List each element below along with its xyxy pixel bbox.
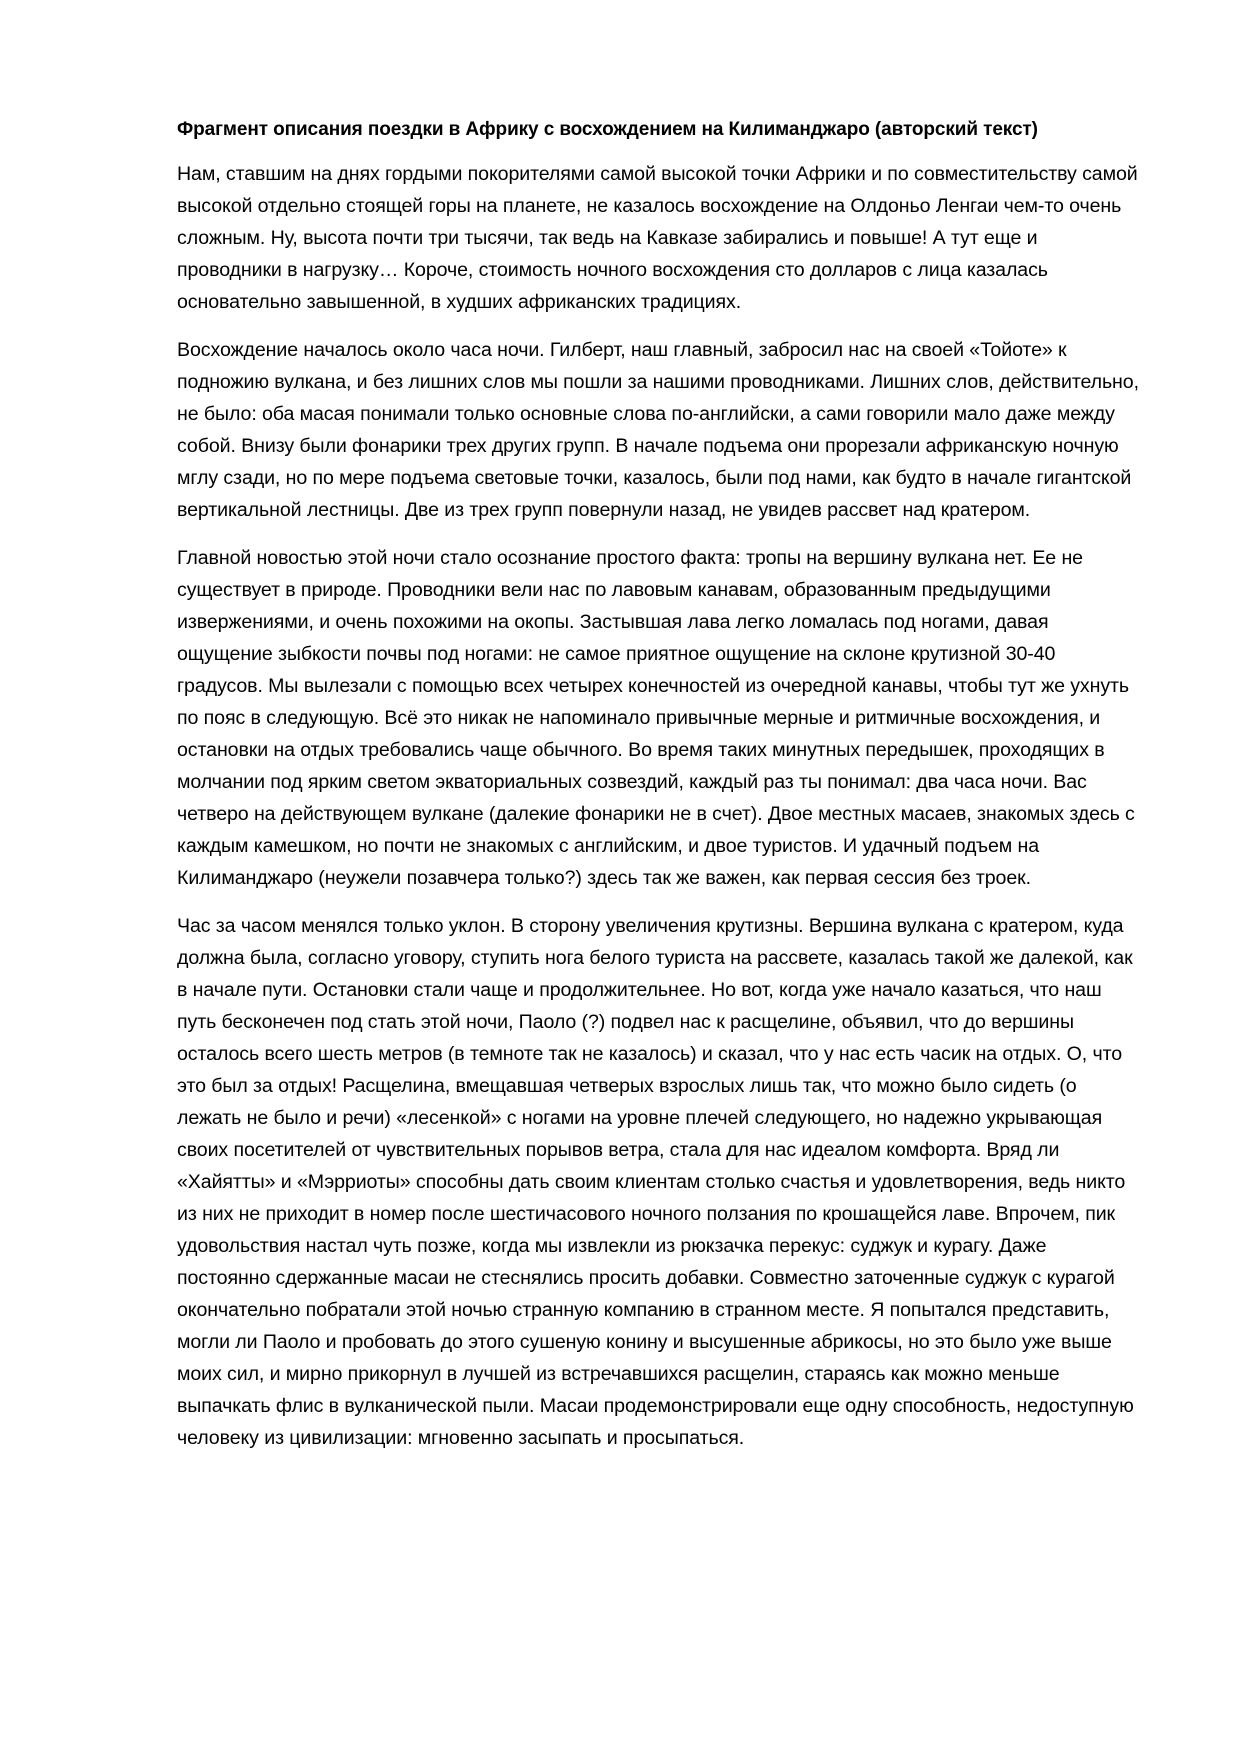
paragraph-2: Восхождение началось около часа ночи. Гилберт, наш главный, забросил нас на своей «Тойоте» к подножию вулкана, и без лишних слов мы пошли за нашими проводниками. Лишних слов, действительно, не было: оба масая понимали только основные слова по-английски, а сами говорили мало даже между собой. Внизу были фонарики трех других групп. В начале подъема они прорезали африканскую ночную мглу сзади, но по мере подъема световые точки, казалось, были под нами, как будто в начале гигантской вертикальной лестницы. Две из трех групп повернули назад, не увидев рассвет над кратером.: [177, 339, 1139, 521]
document-title: Фрагмент описания поездки в Африку с восхождением на Килиманджаро (авторский текст): [177, 119, 1038, 140]
paragraph-1: Нам, ставшим на днях гордыми покорителями самой высокой точки Африки и по совместительству самой высокой отдельно стоящей горы на планете, не казалось восхождение на Олдоньо Ленгаи чем-то очень сложным. Ну, высота почти три тысячи, так ведь на Кавказе забирались и повыше! А тут еще и проводники в нагрузку… Короче, стоимость ночного восхождения сто долларов с лица казалась основательно завышенной, в худших африканских традициях.: [177, 163, 1138, 313]
document-body: [177, 118, 1142, 1470]
paragraph-4: Час за часом менялся только уклон. В сторону увеличения крутизны. Вершина вулкана с кратером, куда должна была, согласно уговору, ступить нога белого туриста на рассвете, казалась такой же далекой, как в начале пути. Остановки стали чаще и продолжительнее. Но вот, когда уже начало казаться, что наш путь бесконечен под стать этой ночи, Паоло (?) подвел нас к расщелине, объявил, что до вершины осталось всего шесть метров (в темноте так не казалось) и сказал, что у нас есть часик на отдых. О, что это был за отдых! Расщелина, вмещавшая четверых взрослых лишь так, что можно было сидеть (о лежать не было и речи) «лесенкой» с ногами на уровне плечей следующего, но надежно укрывающая своих посетителей от чувствительных порывов ветра, стала для нас идеалом комфорта. Вряд ли «Хайятты» и «Мэрриоты» способны дать своим клиентам столько счастья и удовлетворения, ведь никто из них не приходит в номер после шестичасового ночного ползания по крошащейся лаве. Впрочем, пик удовольствия настал чуть позже, когда мы извлекли из рюкзачка перекус: суджук и курагу. Даже постоянно сдержанные масаи не стеснялись просить добавки. Совместно заточенные суджук с курагой окончательно побратали этой ночью странную компанию в странном месте. Я попытался представить, могли ли Паоло и пробовать до этого сушеную конину и высушенные абрикосы, но это было уже выше моих сил, и мирно прикорнул в лучшей из встречавшихся расщелин, стараясь как можно меньше выпачкать флис в вулканической пыли. Масаи продемонстрировали еще одну способность, недоступную человеку из цивилизации: мгновенно засыпать и просыпаться.: [177, 915, 1134, 1449]
paragraph-3: Главной новостью этой ночи стало осознание простого факта: тропы на вершину вулкана нет. Ее не существует в природе. Проводники вели нас по лавовым канавам, образованным предыдущими извержениями, и очень похожими на окопы. Застывшая лава легко ломалась под ногами, давая ощущение зыбкости почвы под ногами: не самое приятное ощущение на склоне крутизной 30-40 градусов. Мы вылезали с помощью всех четырех конечностей из очередной канавы, чтобы тут же ухнуть по пояс в следующую. Всё это никак не напоминало привычные мерные и ритмичные восхождения, и остановки на отдых требовались чаще обычного. Во время таких минутных передышек, проходящих в молчании под ярким светом экваториальных созвездий, каждый раз ты понимал: два часа ночи. Вас четверо на действующем вулкане (далекие фонарики не в счет). Двое местных масаев, знакомых здесь с каждым камешком, но почти не знакомых с английским, и двое туристов. И удачный подъем на Килиманджаро (неужели позавчера только?) здесь так же важен, как первая сессия без троек.: [177, 547, 1135, 889]
